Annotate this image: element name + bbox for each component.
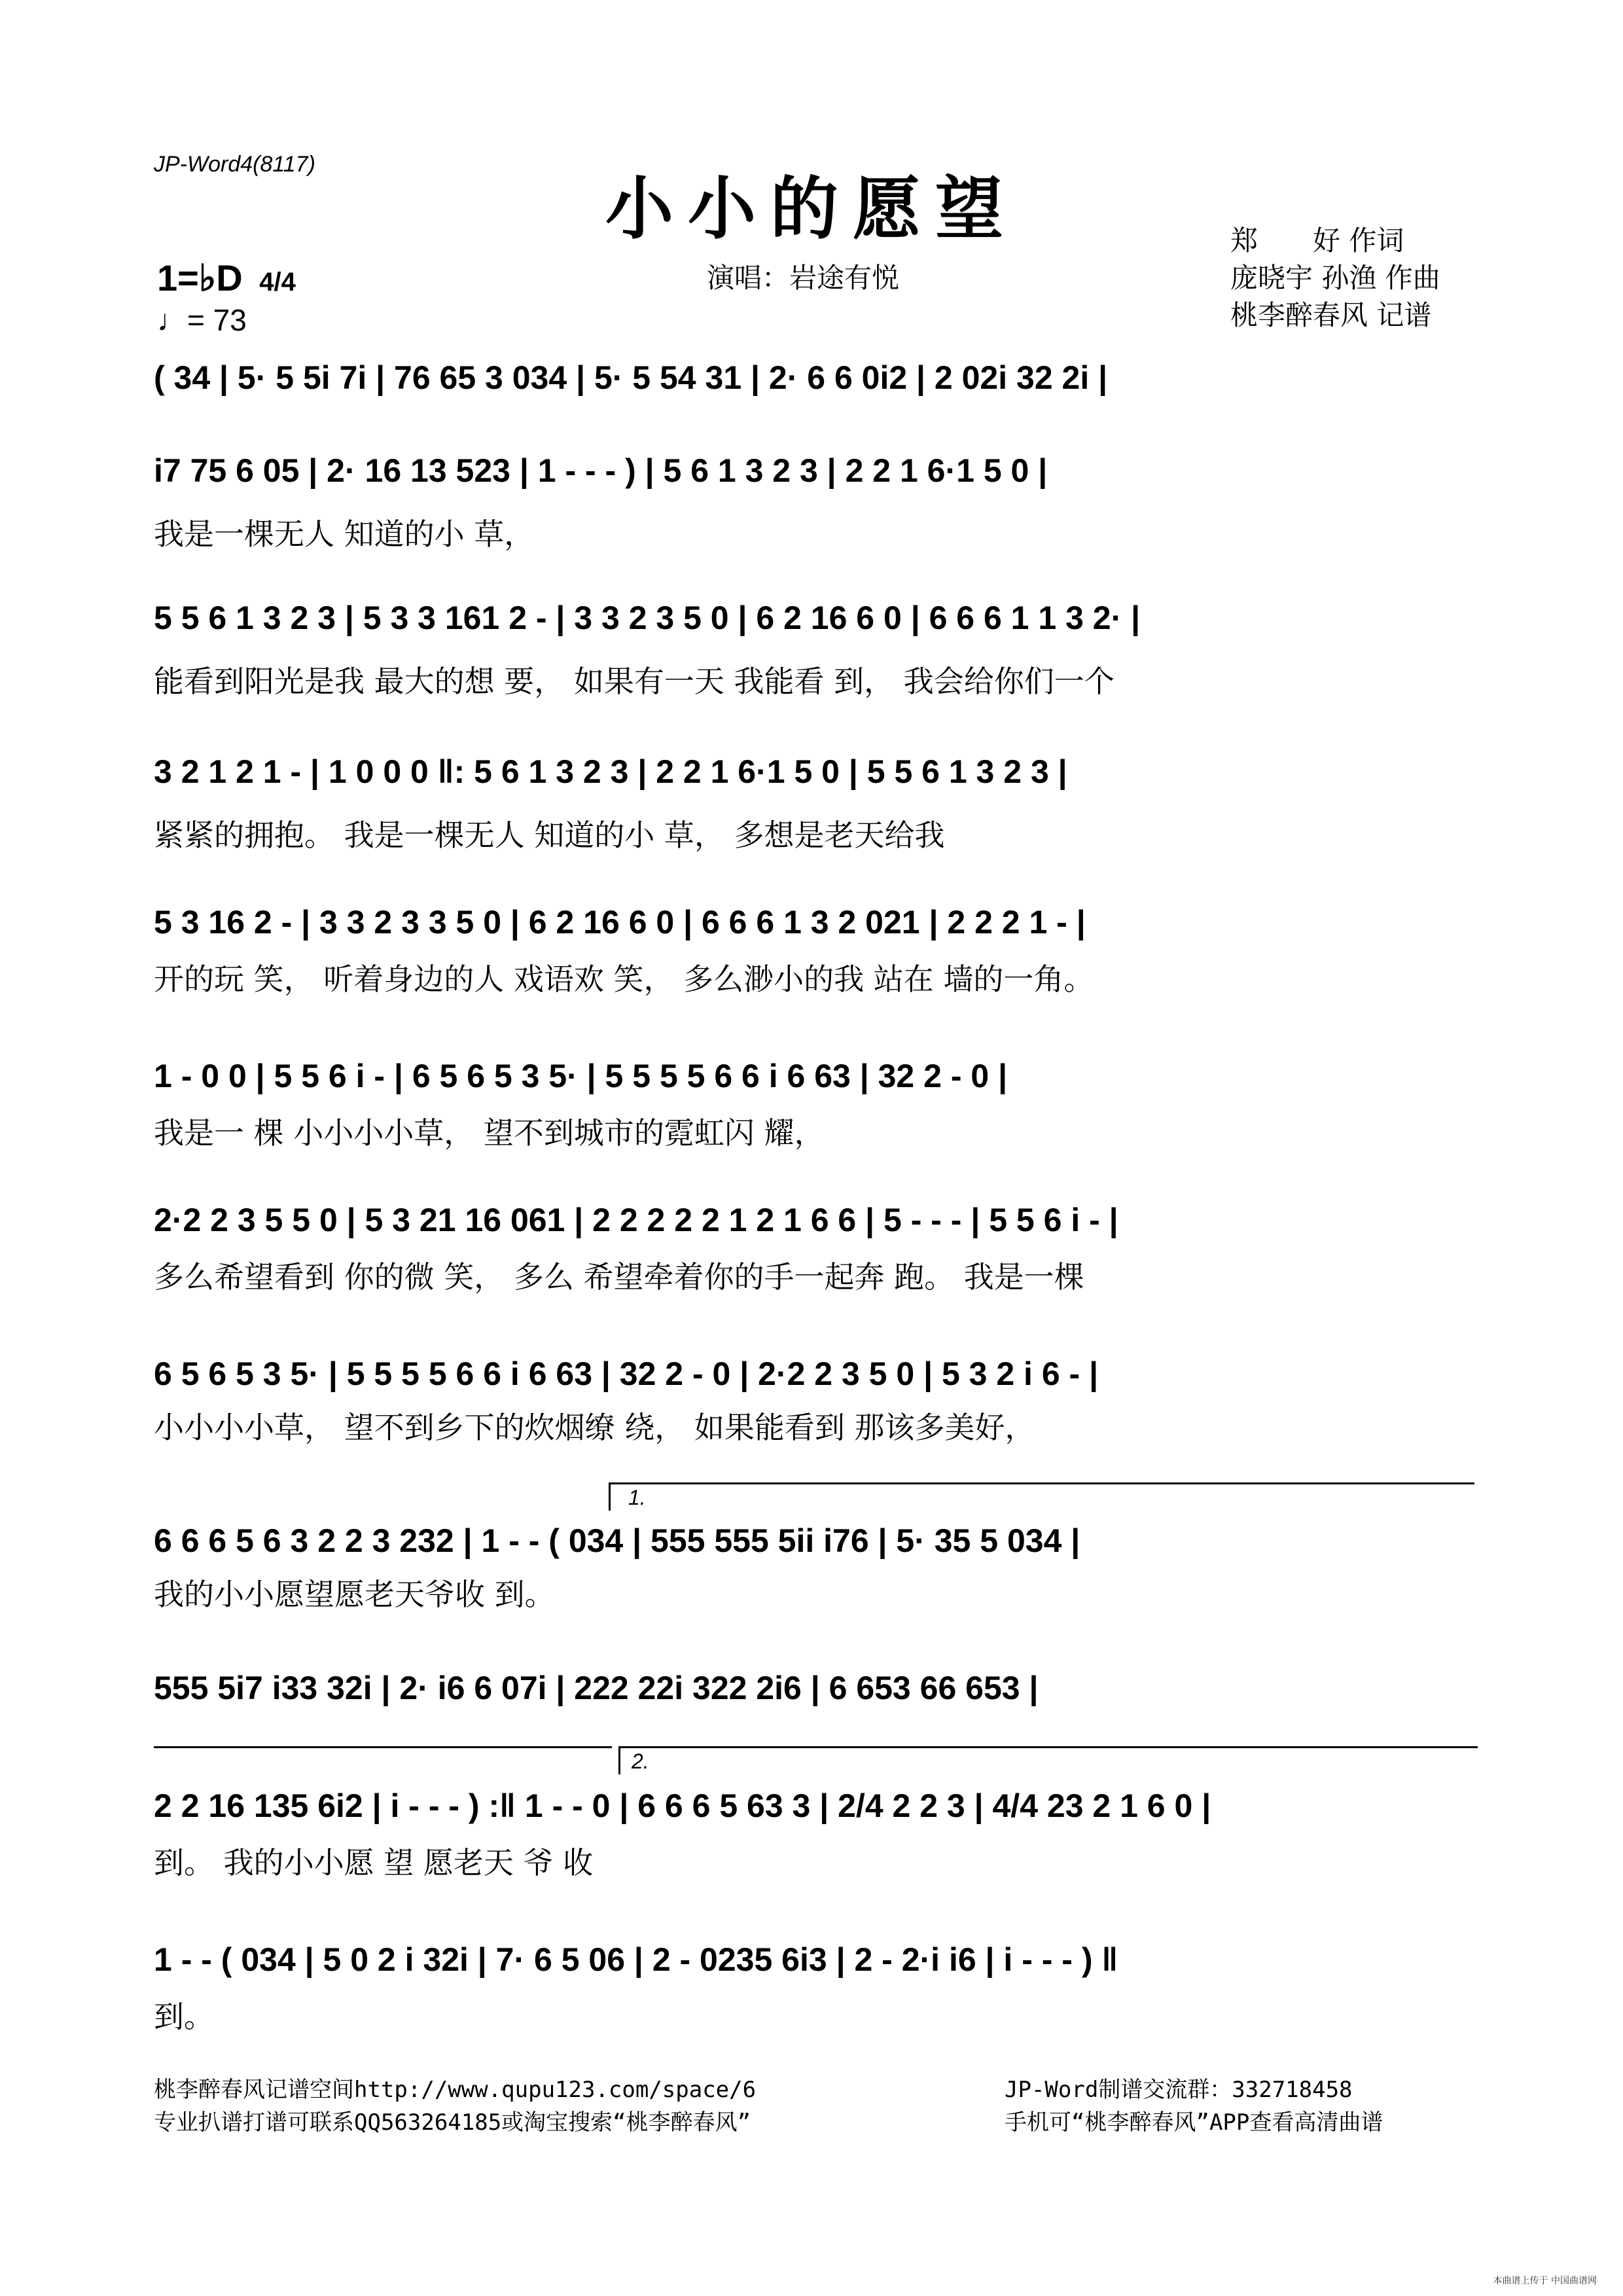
transcriber-credit: 桃李醉春风 记谱 xyxy=(1230,299,1432,331)
lyric-line: 到。 我的小小愿 望 愿老天 爷 收 xyxy=(154,1845,594,1880)
notation-line: 1 - - ( 034 | 5 0 2 i 32i | 7· 6 5 06 | 2 - 0235 6i3 | 2 - 2·i i6 | i - - - ) ‖ xyxy=(154,1941,1118,1978)
upload-note: 本曲谱上传于 中国曲谱网 xyxy=(1493,2276,1597,2286)
lyric-line: 我的小小愿望愿老天爷收 到。 xyxy=(154,1577,555,1612)
software-label: JP-Word4(8117) xyxy=(154,152,315,177)
footer-group: JP-Word制谱交流群：332718458 xyxy=(1005,2077,1353,2103)
notation-line: 1 - 0 0 | 5 5 6 i - | 6 5 6 5 3 5· | 5 5 5 5 6 6 i 6 63 | 32 2 - 0 | xyxy=(154,1058,1008,1094)
key-label: 1=♭D xyxy=(157,257,243,298)
footer-app: 手机可“桃李醉春风”APP查看高清曲谱 xyxy=(1005,2109,1383,2136)
composer-credit: 庞晓宇 孙渔 作曲 xyxy=(1230,262,1440,294)
song-title: 小小的愿望 xyxy=(605,168,1018,249)
lyricist-credit: 郑 好 作词 xyxy=(1230,224,1404,257)
tempo-marking: ♩= 73 xyxy=(157,303,247,337)
lyric-line: 我是一棵无人 知道的小 草， xyxy=(154,516,535,552)
time-signature: 4/4 xyxy=(259,268,296,296)
key-signature xyxy=(157,257,296,300)
second-ending-bracket xyxy=(618,1746,1478,1774)
singer-credit: 演唱：岩途有悦 xyxy=(707,262,900,294)
lyric-line: 小小小小草， 望不到乡下的炊烟缭 绕， 如果能看到 那该多美好， xyxy=(154,1410,1035,1445)
lyric-line: 到。 xyxy=(154,1999,214,2034)
notation-line: 6 6 6 5 6 3 2 2 3 232 | 1 - - ( 034 | 555 555 5ii i76 | 5· 35 5 034 | xyxy=(154,1522,1080,1559)
footer-contact: 专业扒谱打谱可联系QQ563264185或淘宝搜索“桃李醉春风” xyxy=(154,2109,751,2136)
lyric-line: 开的玩 笑， 听着身边的人 戏语欢 笑， 多么渺小的我 站在 墙的一角。 xyxy=(154,961,1094,997)
notation-line: 555 5i7 i33 32i | 2· i6 6 07i | 222 22i 322 2i6 | 6 653 66 653 | xyxy=(154,1670,1039,1706)
notation-line: 2·2 2 3 5 5 0 | 5 3 21 16 061 | 2 2 2 2 2 1 2 1 6 6 | 5 - - - | 5 5 6 i - | xyxy=(154,1202,1118,1238)
first-ending-number: 1. xyxy=(628,1486,646,1509)
notation-line: 3 2 1 2 1 - | 1 0 0 0 ‖: 5 6 1 3 2 3 | 2 2 1 6·1 5 0 | 5 5 6 1 3 2 3 | xyxy=(154,753,1067,790)
second-ending-number: 2. xyxy=(632,1749,649,1773)
first-ending-bracket xyxy=(609,1482,1474,1511)
notation-line: 5 5 6 1 3 2 3 | 5 3 3 161 2 - | 3 3 2 3 5 0 | 6 2 16 6 0 | 6 6 6 1 1 3 2· | xyxy=(154,600,1141,636)
notation-line: 2 2 16 135 6i2 | i - - - ) :‖ 1 - - 0 | 6 6 6 5 63 3 | 2/4 2 2 3 | 4/4 23 2 1 6 0 | xyxy=(154,1787,1211,1824)
lyric-line: 紧紧的拥抱。 我是一棵无人 知道的小 草， 多想是老天给我 xyxy=(154,817,945,853)
notation-line: i7 75 6 05 | 2· 16 13 523 | 1 - - - ) | 5 6 1 3 2 3 | 2 2 1 6·1 5 0 | xyxy=(154,452,1048,489)
notation-line: ( 34 | 5· 5 5i 7i | 76 65 3 034 | 5· 5 54 31 | 2· 6 6 0i2 | 2 02i 32 2i | xyxy=(154,359,1108,396)
first-ending-bracket-continuation xyxy=(154,1746,612,1774)
notation-line: 5 3 16 2 - | 3 3 2 3 3 5 0 | 6 2 16 6 0 | 6 6 6 1 3 2 021 | 2 2 2 1 - | xyxy=(154,904,1086,941)
lyric-line: 多么希望看到 你的微 笑， 多么 希望牵着你的手一起奔 跑。 我是一棵 xyxy=(154,1259,1084,1295)
notation-line: 6 5 6 5 3 5· | 5 5 5 5 6 6 i 6 63 | 32 2 - 0 | 2·2 2 3 5 0 | 5 3 2 i 6 - | xyxy=(154,1355,1099,1392)
footer-website: 桃李醉春风记谱空间http://www.qupu123.com/space/6 xyxy=(154,2077,757,2103)
lyric-line: 能看到阳光是我 最大的想 要， 如果有一天 我能看 到， 我会给你们一个 xyxy=(154,664,1115,699)
lyric-line: 我是一 棵 小小小小草， 望不到城市的霓虹闪 耀， xyxy=(154,1115,825,1151)
